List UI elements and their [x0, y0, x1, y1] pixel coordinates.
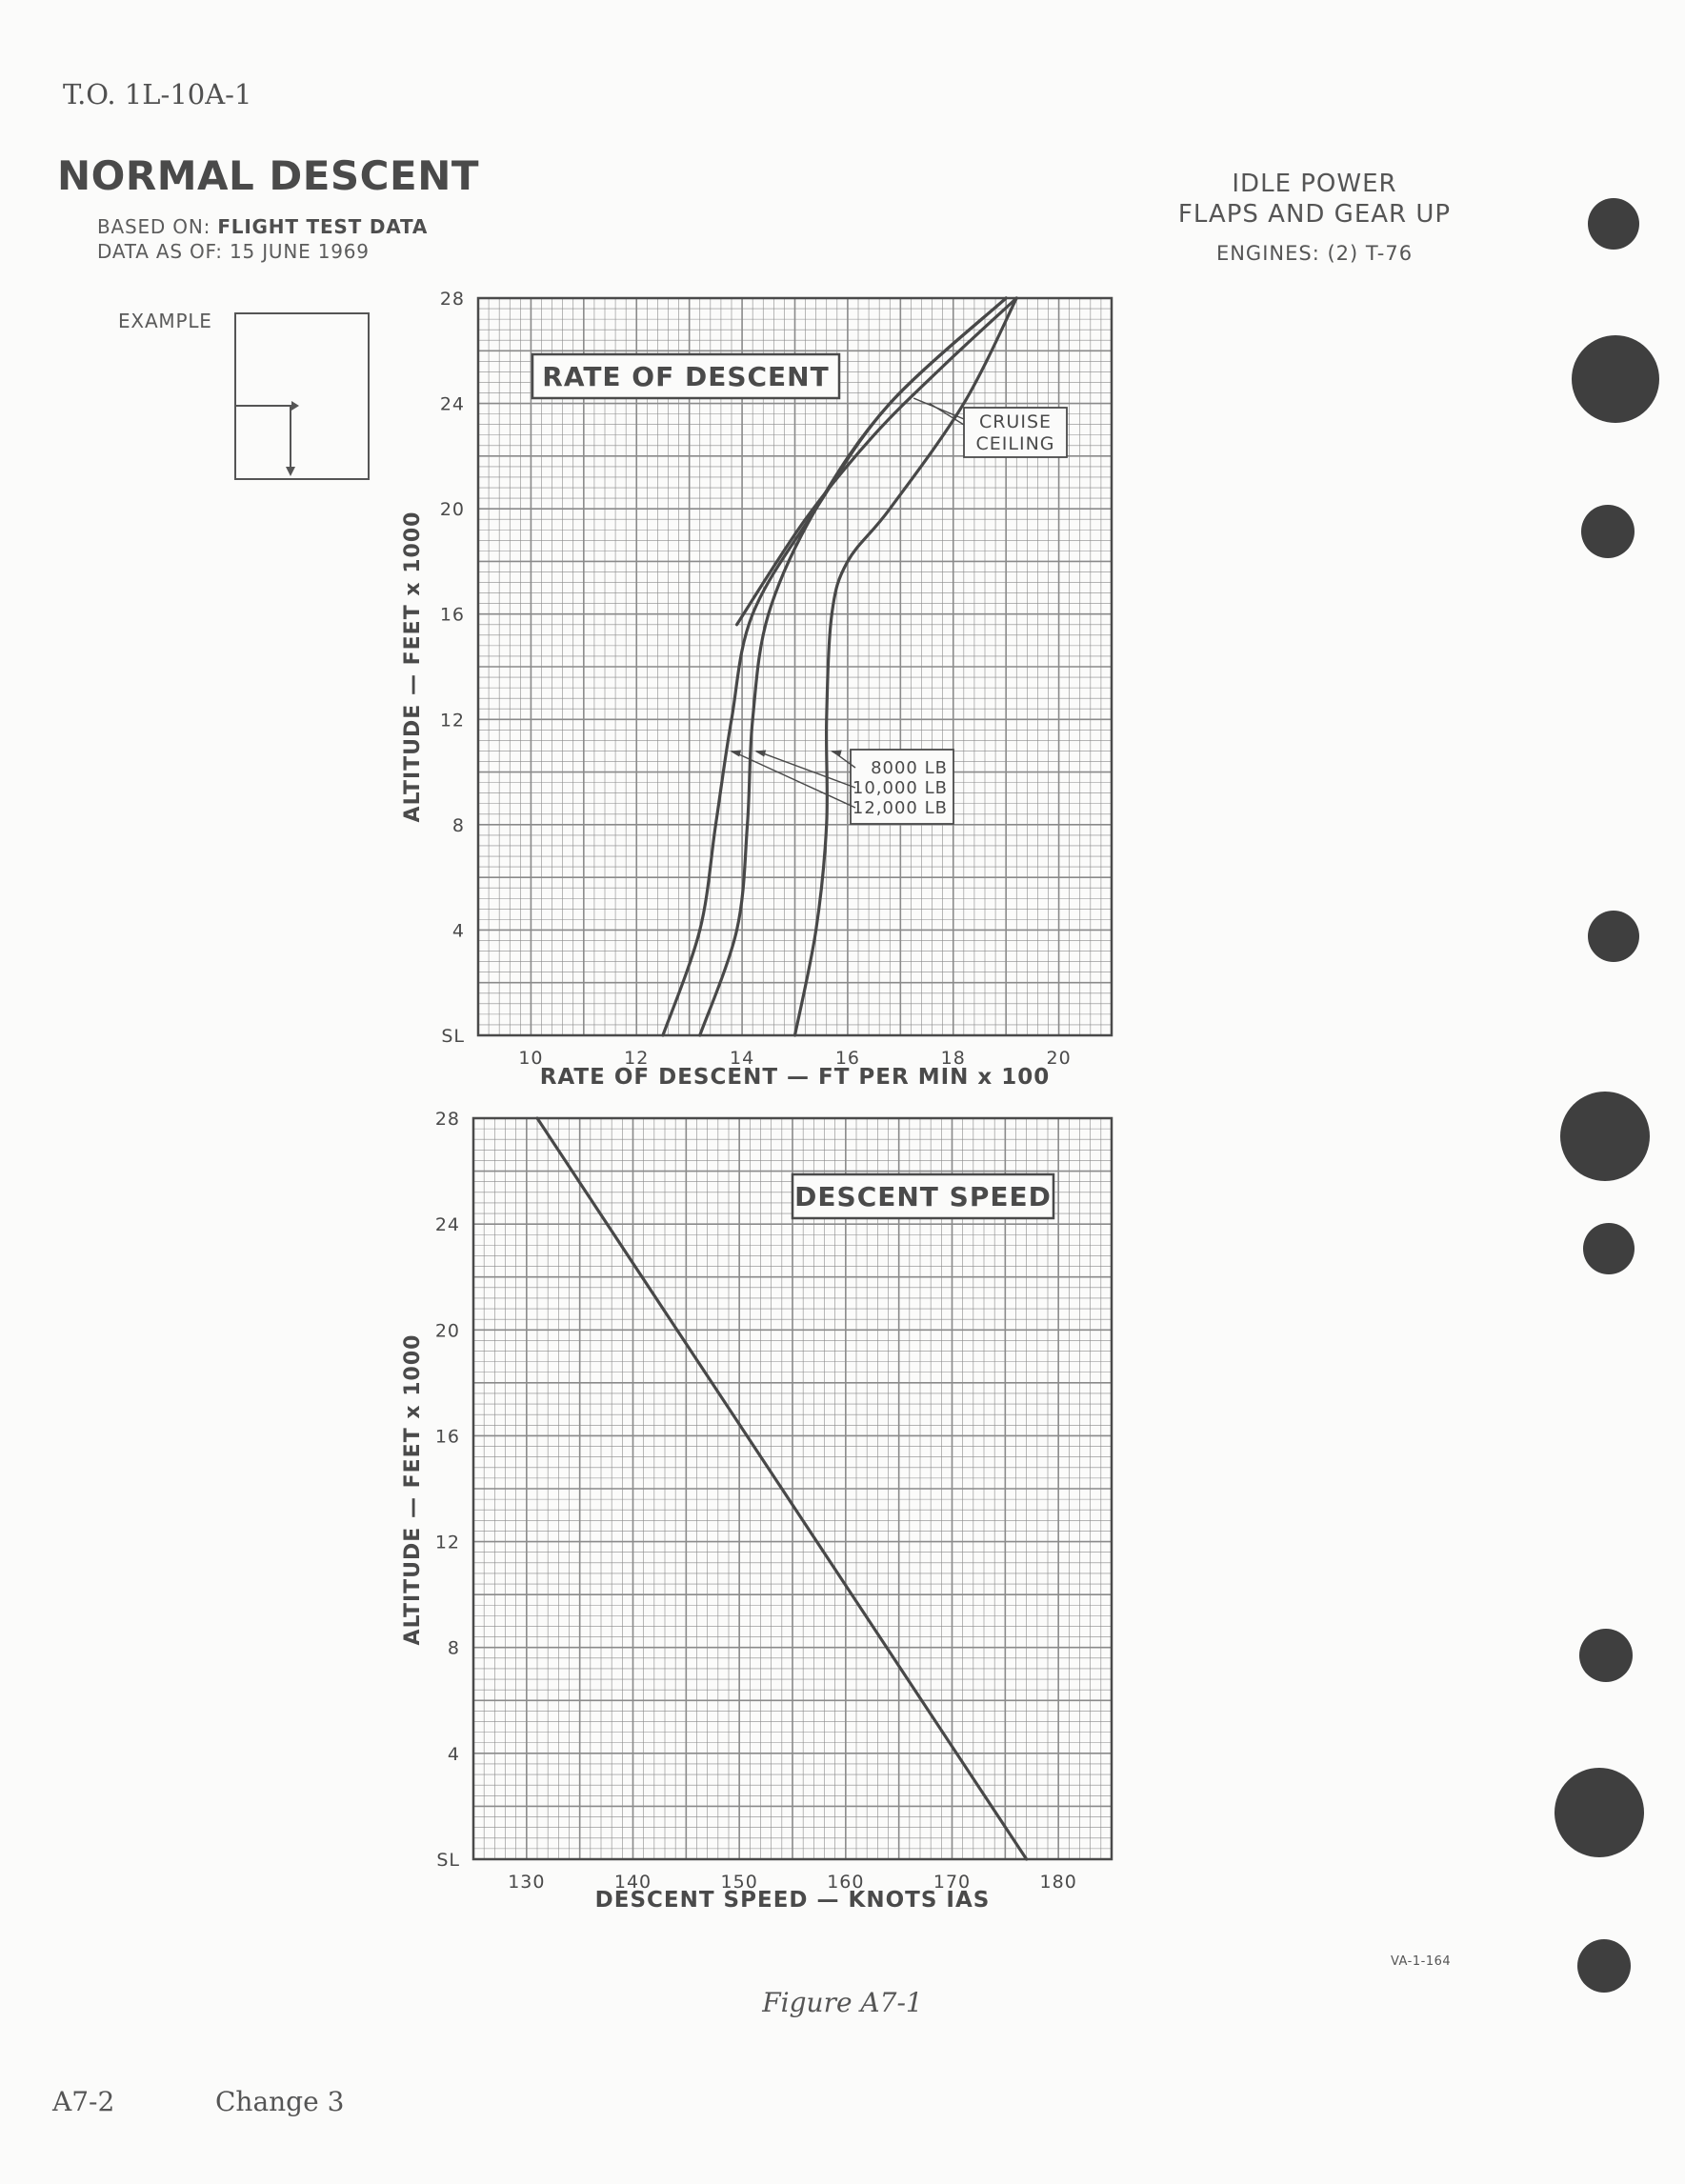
y-tick-label: 28 — [434, 1109, 460, 1130]
condition-engines: ENGINES: (2) T-76 — [1215, 242, 1414, 265]
binder-hole-icon — [1588, 198, 1639, 250]
weight-legend-label: 8000 LB — [871, 758, 948, 778]
y-tick-label: 24 — [439, 393, 465, 415]
x-tick-label: 20 — [1046, 1048, 1072, 1069]
cruise-ceiling-label: CRUISE — [978, 411, 1053, 432]
condition-power: IDLE POWER — [1232, 170, 1397, 198]
condition-configuration: FLAPS AND GEAR UP — [1177, 200, 1452, 229]
x-tick-label: 140 — [613, 1872, 652, 1893]
x-tick-label: 150 — [720, 1872, 758, 1893]
x-axis-label: RATE OF DESCENT — FT PER MIN x 100 — [539, 1065, 1051, 1090]
y-tick-label: 20 — [434, 1320, 460, 1342]
x-tick-label: 170 — [933, 1872, 972, 1893]
y-tick-label: 12 — [439, 710, 465, 731]
x-tick-label: 18 — [940, 1048, 966, 1069]
x-tick-label: 16 — [834, 1048, 861, 1069]
document-id: T.O. 1L-10A-1 — [63, 78, 252, 110]
page-number: A7-2 — [52, 2086, 115, 2117]
leader-arrowhead — [754, 750, 766, 756]
y-tick-label: 24 — [434, 1214, 460, 1236]
x-tick-label: 160 — [827, 1872, 865, 1893]
x-tick-label: 130 — [508, 1872, 546, 1893]
binder-hole-icon — [1581, 505, 1635, 558]
based-on-value: FLIGHT TEST DATA — [217, 215, 429, 238]
change-label: Change 3 — [215, 2086, 345, 2117]
descent-speed-chart — [401, 1109, 1112, 1913]
y-tick-label: 20 — [439, 499, 465, 521]
leader-arrowhead — [831, 750, 842, 756]
x-tick-label: 12 — [624, 1048, 650, 1069]
y-tick-label: 8 — [447, 1637, 460, 1659]
binder-hole-icon — [1572, 335, 1659, 423]
y-axis-label: ALTITUDE — FEET x 1000 — [401, 511, 425, 823]
y-tick-label: 4 — [447, 1743, 460, 1765]
reference-code: VA-1-164 — [1391, 1954, 1452, 1969]
plot-grid — [473, 1118, 1112, 1859]
binder-hole-icon — [1560, 1092, 1650, 1181]
rate-of-descent-chart — [401, 289, 1112, 1090]
weight-legend-label: 10,000 LB — [852, 778, 948, 798]
data-as-of: DATA AS OF: 15 JUNE 1969 — [97, 240, 370, 263]
y-axis-label: ALTITUDE — FEET x 1000 — [401, 1333, 425, 1646]
y-tick-label: 16 — [434, 1426, 460, 1448]
y-tick-label: SL — [436, 1850, 460, 1871]
cruise-ceiling-label: CEILING — [975, 433, 1055, 454]
x-tick-label: 14 — [729, 1048, 755, 1069]
figure-caption: Figure A7-1 — [762, 1987, 923, 2018]
y-tick-label: 12 — [434, 1532, 460, 1553]
chart-title: RATE OF DESCENT — [542, 361, 830, 392]
page-title: NORMAL DESCENT — [57, 152, 479, 199]
x-tick-label: 10 — [518, 1048, 544, 1069]
binder-hole-icon — [1577, 1939, 1631, 1993]
y-tick-label: 8 — [451, 814, 465, 836]
chart-title: DESCENT SPEED — [794, 1181, 1052, 1212]
binder-hole-icon — [1579, 1629, 1633, 1682]
y-tick-label: 4 — [451, 920, 465, 942]
x-axis-label: DESCENT SPEED — KNOTS IAS — [594, 1888, 991, 1913]
binder-hole-icon — [1555, 1768, 1644, 1857]
binder-hole-icon — [1583, 1223, 1635, 1274]
x-tick-label: 180 — [1039, 1872, 1077, 1893]
weight-legend-label: 12,000 LB — [852, 798, 948, 818]
example-label: EXAMPLE — [118, 310, 212, 332]
y-tick-label: SL — [441, 1026, 465, 1047]
y-tick-label: 28 — [439, 289, 465, 310]
based-on-label: BASED ON: — [97, 215, 211, 238]
binder-hole-icon — [1588, 911, 1639, 962]
y-tick-label: 16 — [439, 604, 465, 626]
